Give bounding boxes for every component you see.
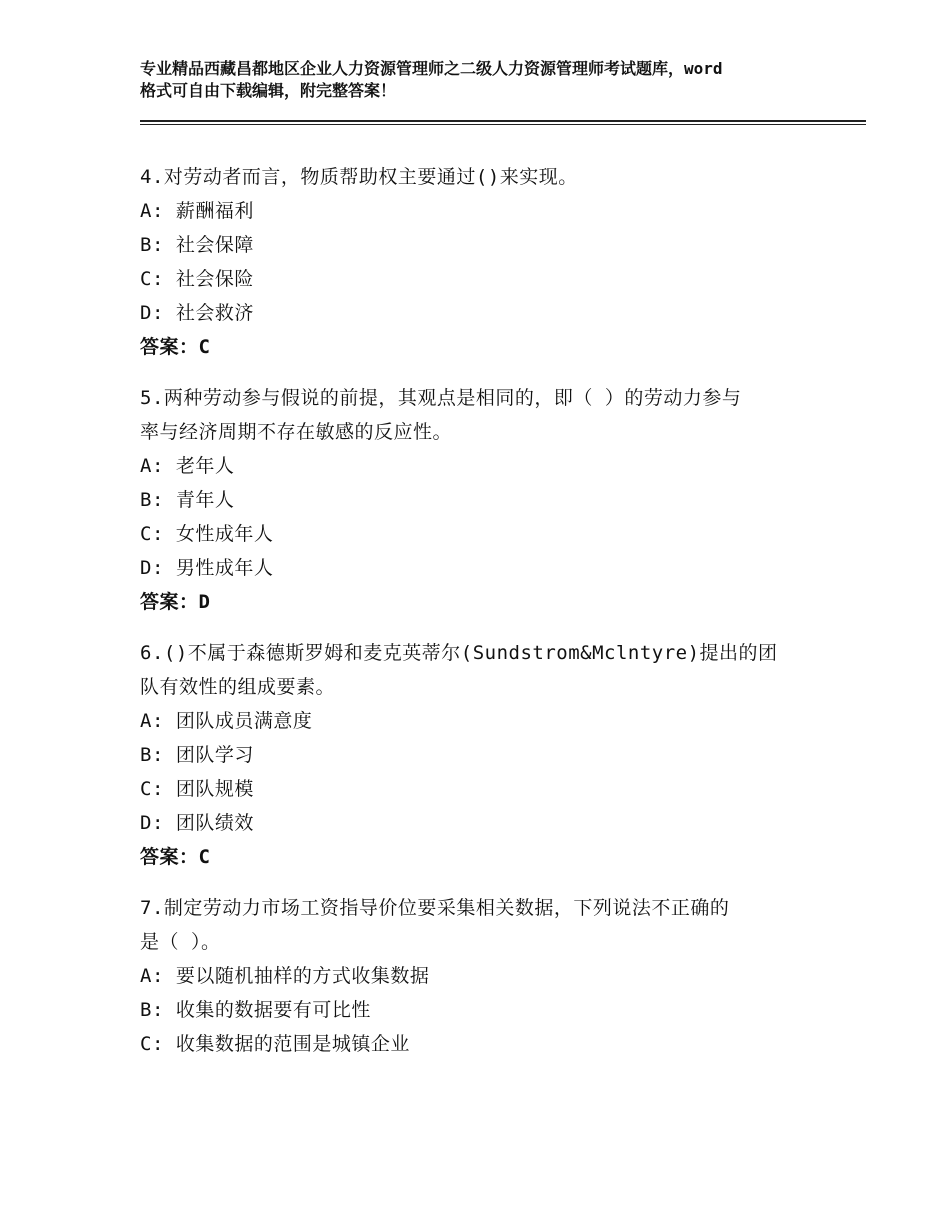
option-d: D: 社会救济 [140, 302, 254, 324]
answer: 答案：D [140, 591, 211, 613]
option-d: D: 男性成年人 [140, 557, 274, 579]
option-a: A: 薪酬福利 [140, 200, 254, 222]
option-b: B: 青年人 [140, 489, 235, 511]
question-text-cont: 是（ ）。 [140, 931, 221, 953]
option-a: A: 团队成员满意度 [140, 710, 313, 732]
question-6 [140, 636, 820, 874]
question-text-cont: 率与经济周期不存在敏感的反应性。 [140, 421, 453, 443]
answer: 答案：C [140, 336, 211, 358]
option-a: A: 要以随机抽样的方式收集数据 [140, 965, 430, 987]
header-rule-thin [140, 124, 866, 125]
answer: 答案：C [140, 846, 211, 868]
option-d: D: 团队绩效 [140, 812, 254, 834]
question-5 [140, 381, 820, 619]
option-b: B: 收集的数据要有可比性 [140, 999, 371, 1021]
question-text-cont: 队有效性的组成要素。 [140, 676, 336, 698]
option-a: A: 老年人 [140, 455, 235, 477]
question-text: 4.对劳动者而言，物质帮助权主要通过()来实现。 [140, 166, 578, 188]
option-b: B: 团队学习 [140, 744, 254, 766]
header-rule-thick [140, 120, 866, 122]
question-text: 5.两种劳动参与假说的前提，其观点是相同的，即（ ）的劳动力参与 [140, 387, 742, 409]
question-7 [140, 891, 820, 1061]
question-text: 6.()不属于森德斯罗姆和麦克英蒂尔(Sundstrom&Mclntyre)提出的团 [140, 642, 778, 664]
option-c: C: 团队规模 [140, 778, 254, 800]
document-header [140, 58, 840, 102]
question-list [140, 160, 820, 1078]
option-c: C: 社会保险 [140, 268, 254, 290]
option-c: C: 女性成年人 [140, 523, 274, 545]
header-line-1: 专业精品西藏昌都地区企业人力资源管理师之二级人力资源管理师考试题库，word [140, 59, 723, 78]
option-c: C: 收集数据的范围是城镇企业 [140, 1033, 410, 1055]
question-4 [140, 160, 820, 364]
option-b: B: 社会保障 [140, 234, 254, 256]
question-text: 7.制定劳动力市场工资指导价位要采集相关数据，下列说法不正确的 [140, 897, 730, 919]
header-line-2: 格式可自由下载编辑，附完整答案！ [140, 81, 397, 100]
